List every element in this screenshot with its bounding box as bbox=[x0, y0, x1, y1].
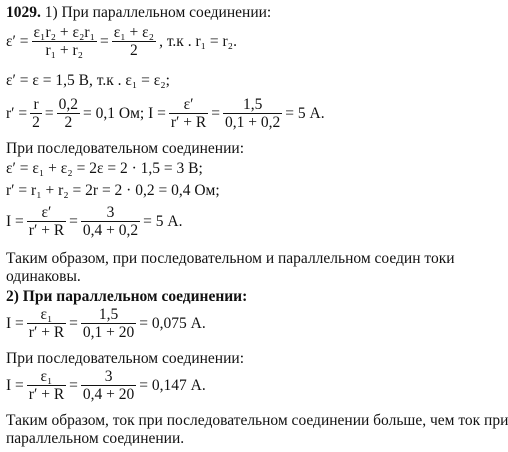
eq8-f1-numerator: ε₁ bbox=[27, 368, 66, 386]
eq3-f1-denominator: 2 bbox=[32, 114, 40, 131]
eq3-tail: = 5 А. bbox=[285, 104, 325, 122]
problem-number: 1029. bbox=[6, 4, 41, 21]
eq3-fraction-1 bbox=[30, 96, 42, 131]
eq3-fraction-4 bbox=[223, 96, 282, 131]
eq3-f3-numerator: ε′ bbox=[169, 96, 208, 114]
conclusion1-line1: Таким образом, при последовательном и параллельном соедин токи bbox=[6, 250, 455, 267]
eq3-f2-numerator: 0,2 bbox=[58, 96, 79, 113]
eq6-f1-denominator: r′ + R bbox=[28, 222, 65, 239]
eq3-mid1: = bbox=[44, 104, 54, 122]
series2-heading: При последовательном соединении: bbox=[6, 350, 244, 367]
eq6-f2-numerator: 3 bbox=[81, 204, 140, 222]
eq1-fraction-2 bbox=[112, 24, 156, 59]
eq1-frac1-numerator: ε₁r₂ + ε₂r₁ bbox=[33, 24, 95, 41]
part1-heading-line bbox=[6, 4, 271, 22]
eq7-f2-numerator: 1,5 bbox=[81, 306, 136, 324]
eq3-f2-denominator: 2 bbox=[64, 114, 73, 131]
eq7-f1-numerator: ε₁ bbox=[27, 306, 66, 324]
eq6-tail: = 5 А. bbox=[143, 212, 183, 230]
eq1-frac2-denominator: 2 bbox=[130, 42, 138, 59]
equation-emf-parallel bbox=[6, 24, 237, 59]
equation-emf-series: ε′ = ε₁ + ε₂ = 2ε = 2 · 1,5 = 3 В; bbox=[6, 160, 203, 177]
eq7-f1-denominator: r′ + R bbox=[28, 324, 65, 341]
eq1-lhs: ε′ = bbox=[6, 32, 29, 50]
eq6-fraction-2 bbox=[81, 204, 140, 239]
eq8-mid: = bbox=[69, 376, 78, 394]
eq3-fraction-3 bbox=[169, 96, 208, 131]
eq7-fraction-2 bbox=[81, 306, 136, 341]
equation-current-series-2 bbox=[6, 368, 206, 403]
series-heading: При последовательном соединении: bbox=[6, 140, 244, 157]
eq7-f2-denominator: 0,1 + 20 bbox=[82, 324, 135, 341]
eq3-f4-numerator: 1,5 bbox=[223, 96, 282, 114]
eq3-mid3: = bbox=[211, 104, 221, 122]
eq7-fraction-1 bbox=[27, 306, 66, 341]
eq3-f4-denominator: 0,1 + 0,2 bbox=[225, 114, 281, 131]
eq6-fraction-1 bbox=[27, 204, 66, 239]
eq7-mid: = bbox=[69, 314, 78, 332]
eq1-fraction-1 bbox=[32, 24, 97, 59]
eq8-fraction-1 bbox=[27, 368, 66, 403]
eq8-f2-denominator: 0,4 + 20 bbox=[82, 386, 135, 403]
eq8-f2-numerator: 3 bbox=[81, 368, 136, 386]
conclusion2-line2: параллельном соединении. bbox=[6, 430, 185, 447]
equation-resistance-series: r′ = r₁ + r₂ = 2r = 2 · 0,2 = 0,4 Ом; bbox=[6, 182, 220, 199]
eq1-frac2-numerator: ε₁ + ε₂ bbox=[113, 24, 155, 41]
eq1-frac1-denominator: r₁ + r₂ bbox=[45, 42, 84, 59]
eq3-lhs: r′ = bbox=[6, 104, 28, 122]
eq8-fraction-2 bbox=[81, 368, 136, 403]
eq3-mid2: = 0,1 Ом; I = bbox=[83, 104, 166, 122]
equation-emf-equal: ε′ = ε = 1,5 В, т.к . ε₁ = ε₂; bbox=[6, 72, 170, 89]
eq6-mid: = bbox=[69, 212, 78, 230]
eq1-equals: = bbox=[99, 32, 109, 50]
eq6-f2-denominator: 0,4 + 0,2 bbox=[82, 222, 139, 239]
eq6-lhs: I = bbox=[6, 212, 24, 230]
conclusion2-line1: Таким образом, ток при последовательном соединении больше, чем ток при bbox=[6, 412, 508, 429]
eq7-tail: = 0,075 А. bbox=[139, 314, 206, 332]
equation-resistance-current-parallel bbox=[6, 96, 325, 131]
eq6-f1-numerator: ε′ bbox=[27, 204, 66, 222]
part1-parallel-heading: 1) При параллельном соединении: bbox=[44, 4, 272, 21]
eq7-lhs: I = bbox=[6, 314, 24, 332]
eq3-fraction-2 bbox=[57, 96, 80, 131]
eq8-lhs: I = bbox=[6, 376, 24, 394]
eq1-tail: , т.к . r₁ = r₂. bbox=[159, 32, 237, 50]
eq3-f3-denominator: r′ + R bbox=[170, 114, 207, 131]
equation-current-parallel-2 bbox=[6, 306, 206, 341]
conclusion1-line2: одинаковы. bbox=[6, 268, 81, 285]
part2-heading: 2) При параллельном соединении: bbox=[6, 288, 248, 305]
equation-current-series bbox=[6, 204, 182, 239]
eq3-f1-numerator: r bbox=[30, 96, 42, 114]
eq8-tail: = 0,147 А. bbox=[139, 376, 206, 394]
eq8-f1-denominator: r′ + R bbox=[28, 386, 65, 403]
